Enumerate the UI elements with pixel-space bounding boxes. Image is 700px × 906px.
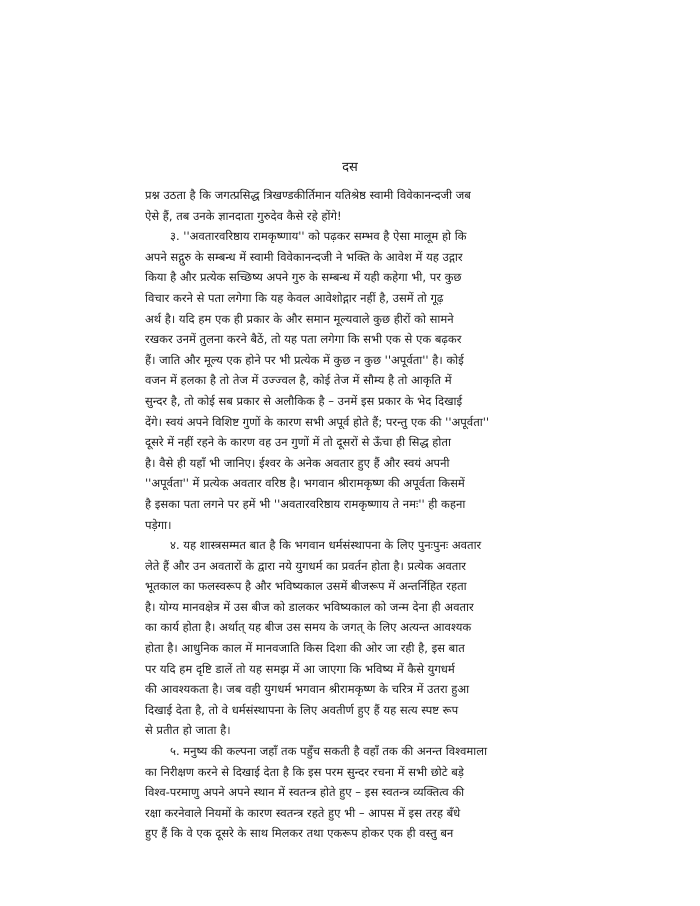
text-line: सुन्दर है, तो कोई सब प्रकार से अलौकिक है – उनमें इस प्रकार के भेद दिखाई [145,393,463,408]
text-line: लेते हैं और उन अवतारों के द्वारा नये युगधर्म का प्रवर्तन होता है। प्रत्येक अवतार [145,558,466,573]
text-line: देंगे। स्वयं अपने विशिष्ट गुणों के कारण सभी अपूर्व होते हैं; परन्तु एक की ''अपूर्वता'' [145,414,490,429]
paragraph-4-start: ४. यह शास्त्रसम्मत बात है कि भगवान धर्मसंस्थापना के लिए पुनःपुनः अवतार [170,538,482,553]
text-line: वजन में हलका है तो तेज में उज्ज्वल है, कोई तेज में सौम्य है तो आकृति में [145,373,452,388]
text-line: अपने सद्गुरु के सम्बन्ध में स्वामी विवेकानन्दजी ने भक्ति के आवेश में यह उद्गार [145,249,463,264]
text-line: है। योग्य मानवक्षेत्र में उस बीज को डालकर भविष्यकाल को जन्म देना ही अवतार [145,599,474,614]
text-line: विश्व-परमाणु अपने अपने स्थान में स्वतन्त्र होते हुए – इस स्वतन्त्र व्यक्तित्व की [145,785,465,800]
text-line: है इसका पता लगने पर हमें भी ''अवतारवरिष्ठाय रामकृष्णाय ते नमः'' ही कहना [145,496,466,511]
text-line: दूसरे में नहीं रहने के कारण वह उन गुणों में तो दूसरों से ऊँचा ही सिद्ध होता [145,435,451,450]
paragraph-3-start: ३. ''अवतारवरिष्ठाय रामकृष्णाय'' को पढ़कर सम्भव है ऐसा मालूम हो कि [170,229,467,244]
text-line: दिखाई देता है, तो वे धर्मसंस्थापना के लिए अवतीर्ण हुए हैं यह सत्य स्पष्ट रूप [145,702,459,717]
text-line: रखकर उनमें तुलना करने बैठें, तो यह पता लगेगा कि सभी एक से एक बढ़कर [145,332,462,347]
text-line: विचार करने से पता लगेगा कि यह केवल आवेशोद्गार नहीं है, उसमें तो गूढ़ [145,290,444,305]
text-line: भूतकाल का फलस्वरूप है और भविष्यकाल उसमें बीजरूप में अन्तर्निहित रहता [145,579,467,594]
text-line: से प्रतीत हो जाता है। [145,723,231,738]
text-line: रक्षा करनेवाले नियमों के कारण स्वतन्त्र रहते हुए भी – आपस में इस तरह बँधे [145,805,461,820]
text-line: किया है और प्रत्येक सच्छिष्य अपने गुरु के सम्बन्ध में यही कहेगा भी, पर कुछ [145,270,462,285]
text-line: की आवश्यकता है। जब वही युगधर्म भगवान श्रीरामकृष्ण के चरित्र में उतरा हुआ [145,682,470,697]
text-line: का निरीक्षण करने से दिखाई देता है कि इस परम सुन्दर रचना में सभी छोटे बड़े [145,764,464,779]
text-line: ऐसे हैं, तब उनके ज्ञानदाता गुरुदेव कैसे रहे होंगे! [145,208,342,223]
text-line: पर यदि हम दृष्टि डालें तो यह समझ में आ जाएगा कि भविष्य में कैसे युगधर्म [145,661,455,676]
text-line: ''अपूर्वता'' में प्रत्येक अवतार वरिष्ठ है। भगवान श्रीरामकृष्ण की अपूर्वता किसमें [145,476,465,491]
text-line: अर्थ है। यदि हम एक ही प्रकार के और समान मूल्यवाले कुछ हीरों को सामने [145,311,454,326]
text-line: का कार्य होता है। अर्थात् यह बीज उस समय के जगत् के लिए अत्यन्त आवश्यक [145,620,472,635]
text-line: हुए हैं कि वे एक दूसरे के साथ मिलकर तथा एकरूप होकर एक ही वस्तु बन [145,826,454,841]
page-number: दस [342,160,358,175]
paragraph-5-start: ५. मनुष्य की कल्पना जहाँ तक पहुँच सकती है वहाँ तक की अनन्त विश्वमाला [170,744,488,759]
text-line: होता है। आधुनिक काल में मानवजाति किस दिशा की ओर जा रही है, इस बात [145,641,465,656]
text-line: है। वैसे ही यहाँ भी जानिए। ईश्वर के अनेक अवतार हुए हैं और स्वयं अपनी [145,455,450,470]
text-line: प्रश्न उठता है कि जगत्प्रसिद्ध त्रिखण्डकीर्तिमान यतिश्रेष्ठ स्वामी विवेकानन्दजी जब [145,188,471,202]
body-text [145,185,557,844]
text-line: पड़ेगा। [145,517,172,532]
text-line: हैं। जाति और मूल्य एक होने पर भी प्रत्येक में कुछ न कुछ ''अपूर्वता'' है। कोई [145,352,464,367]
